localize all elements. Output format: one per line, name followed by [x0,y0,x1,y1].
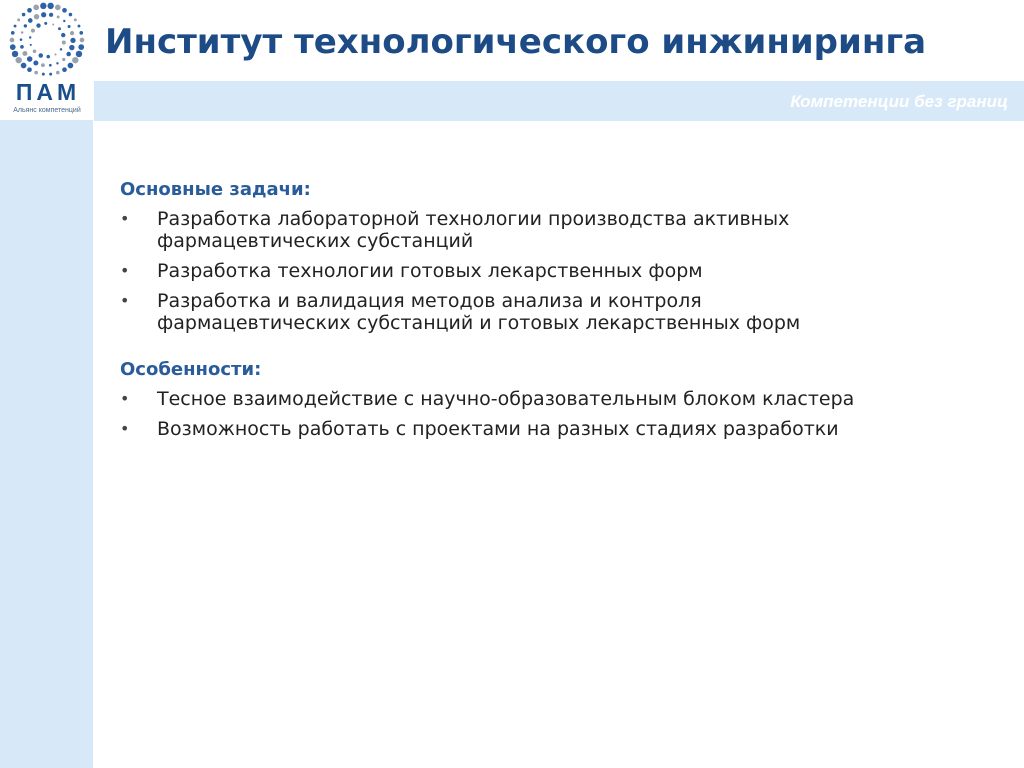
logo-dot [17,18,20,21]
logo-dot [31,29,35,33]
section-features [120,358,880,440]
list-item [120,260,880,282]
logo-dot [39,53,44,58]
logo-dot [41,12,46,17]
logo-subtitle: Альянс компетенций [13,107,81,114]
list-item [120,418,880,440]
logo-dot [22,13,26,17]
list-item-text: Разработка технологии готовых лекарственных форм [157,260,703,282]
bullet-icon: • [120,261,130,280]
logo-dot [21,63,27,69]
left-decor-strip [0,120,93,768]
logo-dot [56,62,58,64]
header-band [94,81,1024,121]
bullet-icon: • [120,209,130,228]
logo-dot [79,31,83,35]
logo-dot [47,3,53,9]
logo-dot [63,20,65,22]
bullet-list [120,208,880,334]
logo-dot [15,57,21,63]
logo-dot [62,58,65,61]
logo-dot [60,48,62,50]
logo-dot [30,44,32,46]
bullet-icon: • [120,389,130,408]
logo-dot [49,73,52,76]
list-item [120,208,880,252]
list-item-text: Возможность работать с проектами на разных стадиях разработки [157,418,839,440]
logo-dot [74,18,77,21]
list-item-text: Разработка лабораторной технологии производства активных фармацевтических субстанций [157,208,790,252]
logo-dot [29,36,31,38]
logo-dot [78,25,81,28]
logo-dot [70,38,75,43]
logo-dot [70,31,74,35]
logo-dot [54,53,56,55]
logo-dot [20,45,24,49]
logo-dot [24,24,27,27]
logo-dot [20,38,23,41]
logo-dot [34,71,38,75]
logo-dot [11,31,15,35]
logo-dot [49,13,53,17]
logo-dot [10,38,15,43]
logo-dot [41,63,45,67]
logo-dot [22,51,27,56]
logo-dot [36,23,40,27]
logo-word: ПАМ [15,79,81,105]
logo-dot [68,25,71,28]
logo-dot [62,40,66,44]
logo-dot [58,27,61,30]
logo-dot [44,22,47,25]
logo-dot [80,38,85,43]
list-item [120,290,880,334]
bullet-icon: • [120,419,130,438]
logo-dot [27,67,32,72]
dotted-ring-logo-icon [0,0,94,82]
section-main-tasks [120,178,880,334]
logo-dot [34,14,39,19]
logo-dot [66,52,71,57]
logo-dot [69,45,74,50]
section-heading: Основные задачи: [120,179,311,200]
bullet-list [120,388,880,440]
logo-dot [10,44,16,50]
logo-dot [12,51,18,57]
logo-dot [69,13,73,17]
logo-dot [62,8,67,13]
logo-dot [27,56,33,62]
logo-dot [61,33,65,37]
logo-dot [33,5,39,11]
logo-dot [55,5,61,11]
logo-dot [40,3,46,9]
logo-dot [33,61,38,66]
logo-dot [21,31,24,34]
list-item-text: Разработка и валидация методов анализа и контроля фармацевтических субстанций и готовых лекарственных форм [157,290,801,334]
logo-dot [28,18,33,23]
logo-dot [14,25,17,28]
bullet-icon: • [120,291,130,310]
list-item [120,388,880,410]
logo-dot [33,50,37,54]
logo-dot [27,8,32,13]
logo-dot [57,16,60,19]
list-item-text: Тесное взаимодействие с научно-образовательным блоком кластера [157,388,855,410]
logo-dot [72,57,78,63]
logo-dot [52,24,54,26]
logo-dot [68,63,74,69]
page-title: Институт технологического инжиниринга [105,22,927,62]
logo-dot [56,71,60,75]
section-heading: Особенности: [120,359,262,380]
content [120,178,880,448]
logo-dot [42,73,45,76]
logo-dot [78,44,84,50]
logo-dot [76,51,82,57]
tagline: Компетенции без границ [790,92,1008,111]
logo-dot [46,55,50,59]
logo [0,0,94,120]
logo-dot [49,64,52,67]
logo-dot [62,67,67,72]
